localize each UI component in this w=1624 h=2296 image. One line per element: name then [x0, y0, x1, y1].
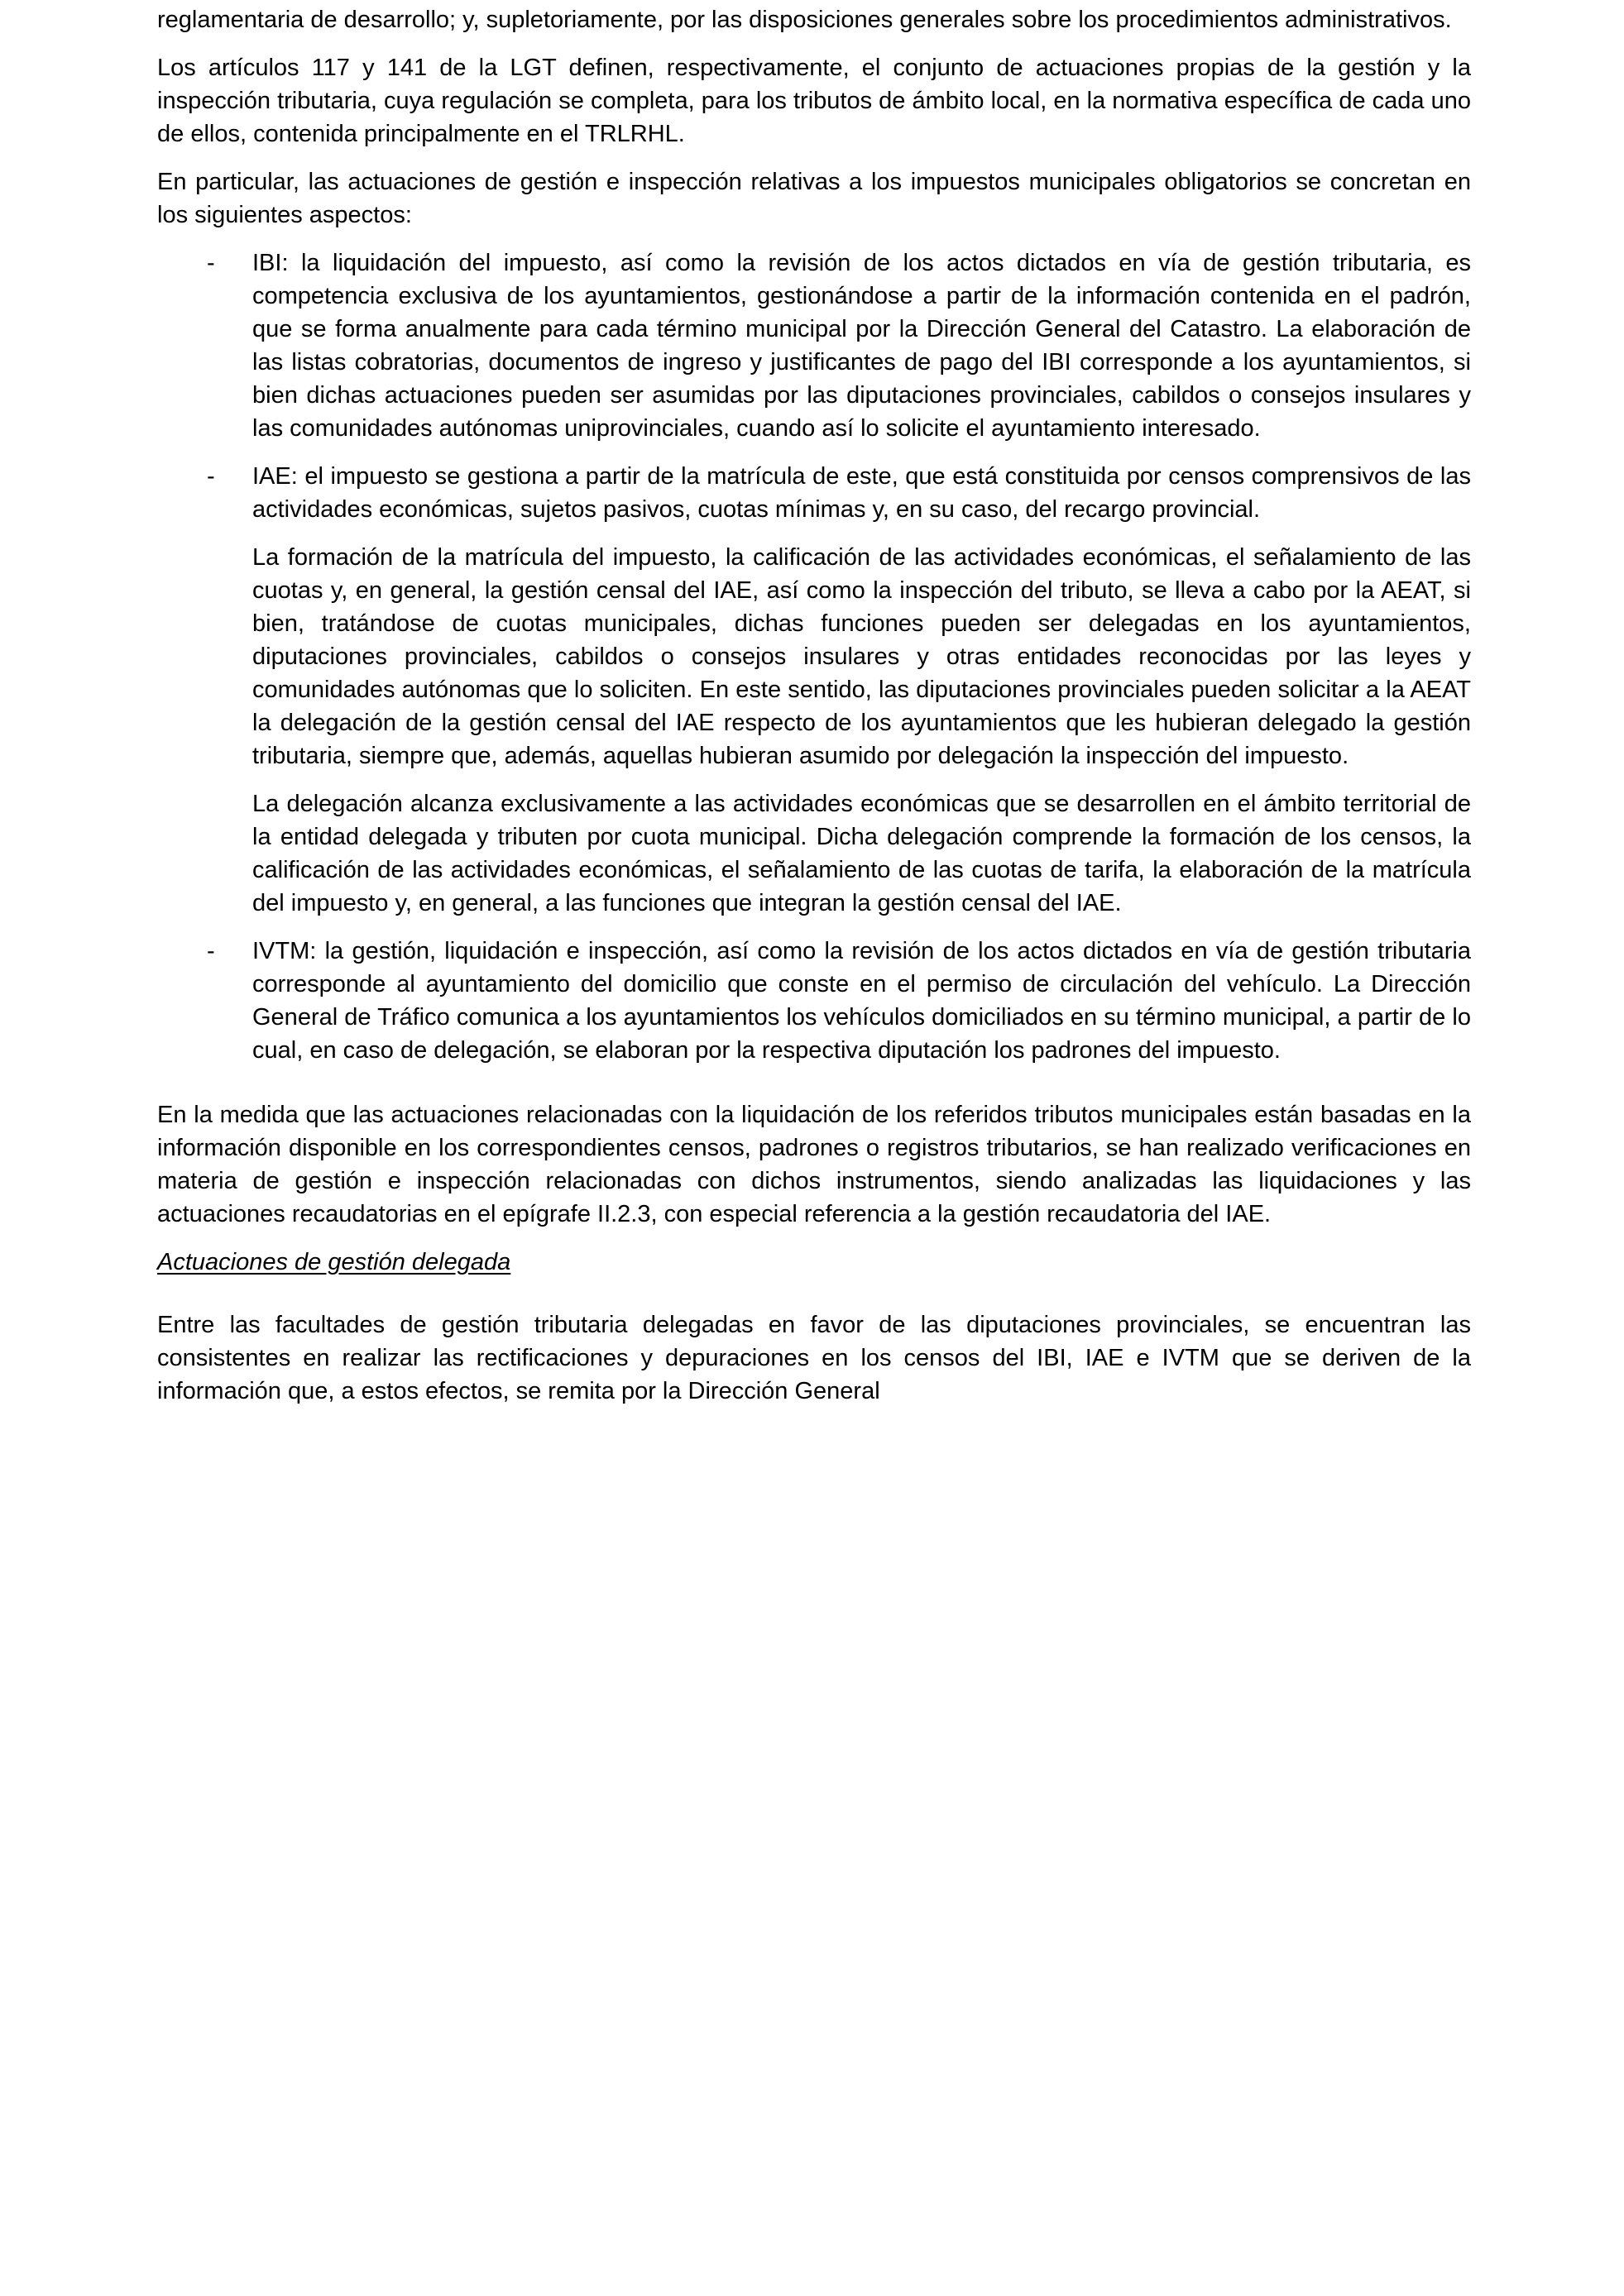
paragraph-articulos-lgt: Los artículos 117 y 141 de la LGT definen, respectivamente, el conjunto de actuaciones propias de la gestión y la inspección tributaria, cuya regulación se completa, para los tributos de ámbito local, en la normativa específica de cada uno de ellos, contenida principalmente en el TRLRHL. [157, 55, 1471, 147]
list-item-iae [157, 460, 1471, 920]
list-item-ivtm-text: IVTM: la gestión, liquidación e inspección, así como la revisión de los actos dictados en vía de gestión tributaria corresponde al ayuntamiento del domicilio que conste en el permiso de circulación del vehículo. La Dirección General de Tráfico comunica a los ayuntamientos los vehículos domiciliados en su término municipal, a partir de lo cual, en caso de delegación, se elaboran por la respectiva diputación los padrones del impuesto. [252, 938, 1471, 1064]
list-item-iae-text: IAE: el impuesto se gestiona a partir de la matrícula de este, que está constituida por censos comprensivos de las actividades económicas, sujetos pasivos, cuotas mínimas y, en su caso, del recargo provincial. [252, 463, 1471, 523]
list-item-iae-subparagraph-1: La formación de la matrícula del impuesto, la calificación de las actividades económicas, el señalamiento de las cuotas y, en general, la gestión censal del IAE, así como la inspección del tributo, se lleva a cabo por la AEAT, si bien, tratándose de cuotas municipales, dichas funciones pueden ser delegadas en los ayuntamientos, diputaciones provinciales, cabildos o consejos insulares y otras entidades reconocidas por las leyes y comunidades autónomas que lo soliciten. En este sentido, las diputaciones provinciales pueden solicitar a la AEAT la delegación de la gestión censal del IAE respecto de los ayuntamientos que les hubieran delegado la gestión tributaria, siempre que, además, aquellas hubieran asumido por delegación la inspección del impuesto. [252, 544, 1471, 769]
paragraph-en-la-medida: En la medida que las actuaciones relacionadas con la liquidación de los referidos tributos municipales están basadas en la información disponible en los correspondientes censos, padrones o registros tributarios, se han realizado verificaciones en materia de gestión e inspección relacionadas con dichos instrumentos, siendo analizadas las liquidaciones y las actuaciones recaudatorias en el epígrafe II.2.3, con especial referencia a la gestión recaudatoria del IAE. [157, 1102, 1471, 1227]
section-heading-wrap [157, 1246, 1471, 1294]
paragraph-en-particular: En particular, las actuaciones de gestión e inspección relativas a los impuestos municipales obligatorios se concretan en los siguientes aspectos: [157, 169, 1471, 228]
document-body [157, 0, 1471, 1408]
list-item-ibi-text: IBI: la liquidación del impuesto, así como la revisión de los actos dictados en vía de gestión tributaria, es competencia exclusiva de los ayuntamientos, gestionándose a partir de la información contenida en el padrón, que se forma anualmente para cada término municipal por la Dirección General del Catastro. La elaboración de las listas cobratorias, documentos de ingreso y justificantes de pago del IBI corresponde a los ayuntamientos, si bien dichas actuaciones pueden ser asumidas por las diputaciones provinciales, cabildos o consejos insulares y las comunidades autónomas uniprovinciales, cuando así lo solicite el ayuntamiento interesado. [252, 250, 1471, 442]
paragraph-reglamentaria: reglamentaria de desarrollo; y, supletoriamente, por las disposiciones generales sobre los procedimientos administrativos. [157, 7, 1452, 33]
list-item-ibi [157, 246, 1471, 445]
section-spacer [157, 1082, 1471, 1098]
impuestos-bullet-list [157, 246, 1471, 1067]
bullet-dash-icon: - [207, 250, 215, 276]
bullet-dash-icon: - [207, 463, 215, 490]
section-heading-actuaciones-gestion-delegada: Actuaciones de gestión delegada [157, 1249, 511, 1275]
bullet-dash-icon: - [207, 938, 215, 964]
list-item-iae-subparagraph-2: La delegación alcanza exclusivamente a las actividades económicas que se desarrollen en el ámbito territorial de la entidad delegada y tributen por cuota municipal. Dicha delegación comprende la formación de los censos, la calificación de las actividades económicas, el señalamiento de las cuotas de tarifa, la elaboración de la matrícula del impuesto y, en general, a las funciones que integran la gestión censal del IAE. [252, 791, 1471, 916]
list-item-ivtm [157, 935, 1471, 1067]
paragraph-entre-las-facultades: Entre las facultades de gestión tributaria delegadas en favor de las diputaciones provinciales, se encuentran las consistentes en realizar las rectificaciones y depuraciones en los censos del IBI, IAE e IVTM que se deriven de la información que, a estos efectos, se remita por la Dirección General [157, 1312, 1471, 1404]
